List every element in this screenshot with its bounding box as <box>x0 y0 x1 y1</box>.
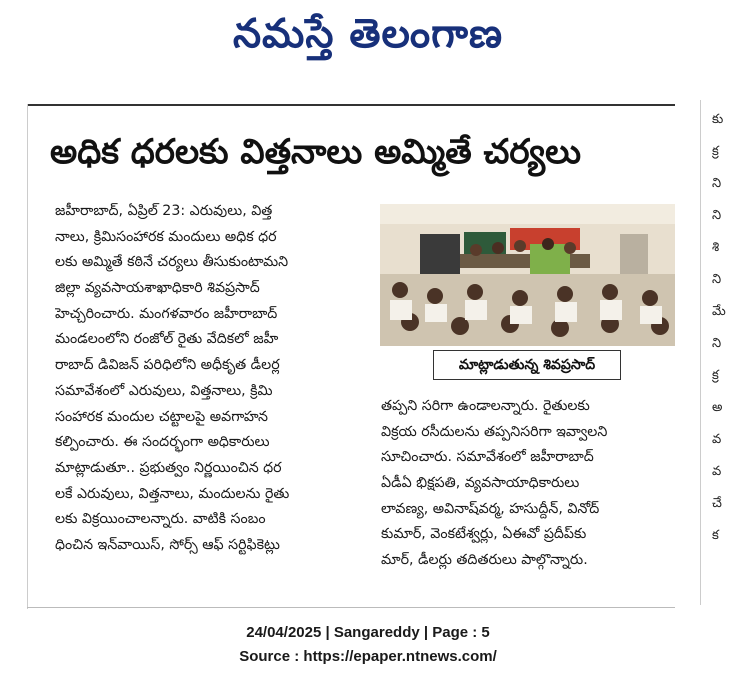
article-body-left <box>55 199 373 559</box>
article-line: మార్, డీలర్లు తదితరులు పాల్గొన్నారు. <box>381 552 588 569</box>
article-line: జహీరాబాద్, ఏప్రిల్ 23: ఎరువులు, విత్త <box>55 203 273 219</box>
article-line: ఏడీఏ భిక్షపతి, వ్యవసాయాధికారులు <box>381 475 580 492</box>
sidebar-fragment: అ <box>712 400 723 415</box>
sidebar-fragment: క <box>712 528 719 543</box>
article-line: విక్రయ రసీదులను తప్పనిసరిగా ఇవ్వాలని <box>381 423 608 440</box>
article-line: లావణ్య, అవినాష్‌వర్మ, హసుద్దీన్, వినోద్ <box>381 500 600 517</box>
photo-caption: మాట్లాడుతున్న శివప్రసాద్ <box>433 350 621 380</box>
footer-source-line: Source : https://epaper.ntnews.com/ <box>239 648 497 665</box>
masthead <box>0 0 736 72</box>
sidebar-fragment: క్ర <box>712 368 719 383</box>
article-line: తప్పని సరిగా ఉండాలన్నారు. రైతులకు <box>381 398 590 414</box>
sidebar-fragment: ని <box>712 176 722 191</box>
article-photo <box>380 204 675 346</box>
article-line: మాట్లాడుతూ.. ప్రభుత్వం నిర్ణయించిన ధర <box>55 459 282 476</box>
article-line: రాబాద్ డివిజన్ పరిధిలోని అధీకృత డీలర్ల <box>55 357 280 374</box>
article-line: హెచ్చరించారు. మంగళవారం జహీరాబాద్ <box>55 305 278 322</box>
sidebar-fragment: క్ర <box>712 144 719 159</box>
article-headline: అధిక ధరలకు విత్తనాలు అమ్మితే చర్యలు <box>50 132 581 172</box>
article-line: మండలంలోని రంజోల్ రైతు వేదికలో జహీ <box>55 331 279 348</box>
article-body-right <box>381 394 669 574</box>
sidebar-fragment: మే <box>712 304 726 319</box>
article-line: లకు విక్రయించాలన్నారు. వాటికి సంబం <box>55 511 266 528</box>
sidebar-fragment: వ <box>712 432 722 447</box>
article-line: సూచించారు. సమావేశంలో జహీరాబాద్ <box>381 449 594 466</box>
meeting-photo-image <box>380 204 675 346</box>
sidebar-fragment: ని <box>712 336 722 351</box>
masthead-logo: నమస్తే తెలంగాణ <box>232 11 504 57</box>
article-line: నాలు, క్రిమిసంహారక మందులు అధిక ధర <box>55 228 277 245</box>
sidebar-fragment: కు <box>712 112 724 127</box>
article-line: సమావేశంలో ఎరువులు, విత్తనాలు, క్రిమి <box>55 382 273 399</box>
sidebar-fragment: శి <box>712 240 720 255</box>
article-line: లకే ఎరువులు, విత్తనాలు, మందులను రైతు <box>55 485 290 502</box>
article-line: సంహారక మందుల చట్టాలపై అవగాహన <box>55 408 269 425</box>
top-rule <box>27 104 675 106</box>
right-column-rule <box>700 100 701 605</box>
sidebar-fragment: ని <box>712 208 722 223</box>
article-line: ధించిన ఇన్‌వాయిస్, సోర్స్ ఆఫ్ సర్టిఫికెట్లు <box>55 536 280 553</box>
article-line: లకు అమ్మితే కఠినే చర్యలు తీసుకుంటామని <box>55 254 289 271</box>
bottom-rule <box>27 607 675 608</box>
sidebar-fragment: వ <box>712 464 722 479</box>
article-line: కల్పించారు. ఈ సందర్భంగా అధికారులు <box>55 434 270 451</box>
sidebar-fragment: చే <box>712 496 722 511</box>
adjacent-article-fragment <box>712 100 736 560</box>
sidebar-fragment: ని <box>712 272 722 287</box>
footer-date-line: 24/04/2025 | Sangareddy | Page : 5 <box>246 624 490 641</box>
left-column-rule <box>27 104 28 609</box>
article-line: కుమార్, వెంకటేశ్వర్లు, ఏఈవో ప్రదీప్‌కు <box>381 526 587 543</box>
article-line: జిల్లా వ్యవసాయశాఖాధికారి శివప్రసాద్ <box>55 280 260 297</box>
